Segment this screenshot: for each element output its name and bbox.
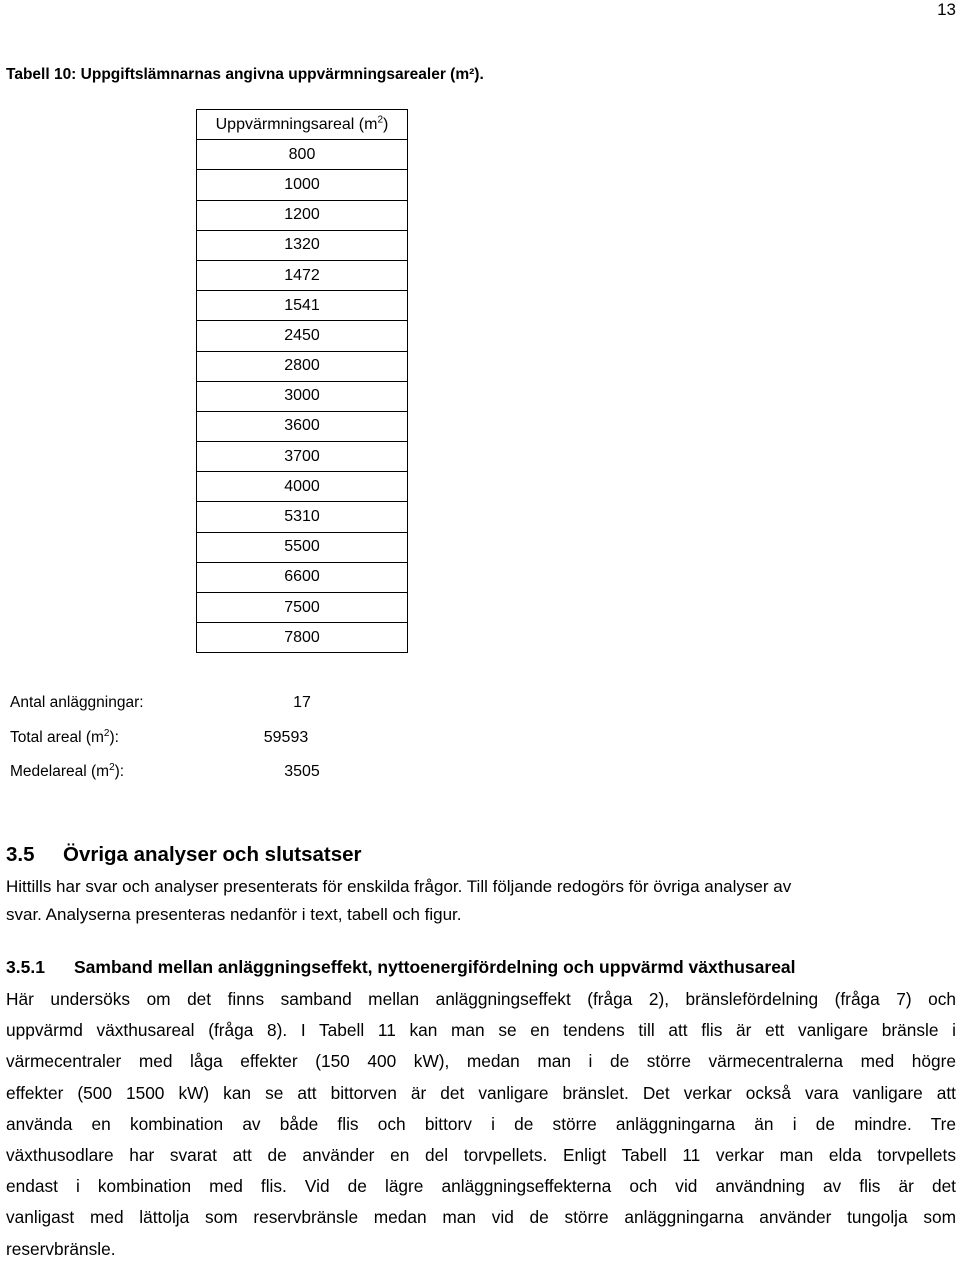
table-cell: 1541 (197, 291, 408, 321)
total-area-sup: 2 (103, 727, 110, 739)
subsection-line: Här undersöks om det finns samband mellan anläggningseffekt (fråga 2), bränslefördelning (fråga 7) och (6, 989, 956, 1009)
subsection-line: använda en kombination av både flis och bittorv i de större anläggningarna än i de mindre. Tre (6, 1113, 956, 1134)
table-cell: 4000 (197, 472, 408, 502)
heating-area-table (196, 109, 408, 653)
table-row (197, 230, 408, 260)
table-row (197, 562, 408, 592)
table-row (197, 472, 408, 502)
table-row (197, 200, 408, 230)
table-cell: 5500 (197, 532, 408, 562)
table-cell: 3000 (197, 381, 408, 411)
mean-area-label-text: Medelareal (m (10, 763, 110, 780)
table-header-row (197, 110, 408, 140)
table-row (197, 351, 408, 381)
table-cell: 2800 (197, 351, 408, 381)
table-row (197, 140, 408, 170)
table-row (197, 260, 408, 290)
subsection-line: endast i kombination med flis. Vid de lägre anläggningseffekterna och vid användning av flis är det (6, 1176, 956, 1197)
count-label: Antal anläggningar: (10, 694, 144, 711)
subsection-line: reservbränsle. (6, 1238, 116, 1259)
section-number: 3.5 (6, 843, 35, 866)
total-area-label-close: ): (109, 729, 119, 746)
table-cell: 6600 (197, 562, 408, 592)
table-row (197, 502, 408, 532)
table-row (197, 291, 408, 321)
table-header-cell (197, 110, 408, 140)
subsection-line: effekter (500 1500 kW) kan se att bittorven är det vanligare bränslet. Det verkar också vara vanligare att (6, 1082, 956, 1103)
header-text: Uppvärmningsareal (m (215, 115, 378, 133)
table-cell: 7800 (197, 623, 408, 653)
table-row (197, 442, 408, 472)
table-cell: 800 (197, 140, 408, 170)
table-row (197, 411, 408, 441)
mean-area-sup: 2 (109, 761, 115, 773)
mean-area-value: 3505 (284, 763, 320, 780)
total-area-label-text: Total areal (m (10, 729, 104, 746)
table-row (197, 321, 408, 351)
subsection-line: vanligast med lättolja som reservbränsle medan man vid de större anläggningarna använder tungolja som (6, 1207, 956, 1228)
subsection-line: växthusodlare har svarat att de använder en del torvpellets. Enligt Tabell 11 verkar man elda torvpellets (6, 1144, 956, 1165)
mean-area-label-close: ): (114, 763, 125, 780)
section-heading (6, 843, 362, 867)
subsection-title: Samband mellan anläggningseffekt, nyttoenergifördelning och uppvärmd växthusareal (74, 957, 796, 977)
total-area-label (10, 729, 119, 747)
section-line: svar. Analyserna presenteras nedanför i text, tabell och figur. (6, 904, 462, 924)
count-value: 17 (293, 694, 311, 711)
table-cell: 2450 (197, 321, 408, 351)
table-cell: 1472 (197, 260, 408, 290)
header-close: ) (383, 115, 389, 133)
table-row (197, 532, 408, 562)
table-row (197, 593, 408, 623)
subsection-heading (6, 957, 796, 978)
table-cell: 1200 (197, 200, 408, 230)
mean-area-label (10, 763, 124, 781)
table-row (197, 381, 408, 411)
subsection-line: uppvärmd växthusareal (fråga 8). I Tabell 11 kan man se en tendens till att flis är ett vanligare bränsle i (6, 1020, 956, 1041)
table-row (197, 170, 408, 200)
section-title: Övriga analyser och slutsatser (63, 843, 362, 866)
table-cell: 7500 (197, 593, 408, 623)
table-cell: 3600 (197, 411, 408, 441)
header-sup: 2 (377, 114, 384, 126)
total-area-value: 59593 (263, 729, 309, 746)
subsection-paragraph (6, 984, 956, 1265)
section-line: Hittills har svar och analyser presenterats för enskilda frågor. Till följande redogörs för övriga analyser av (6, 877, 792, 896)
table-row (197, 623, 408, 653)
subsection-line: värmecentraler med låga effekter (150 400 kW), medan man i de större värmecentralerna med högre (6, 1051, 956, 1072)
subsection-number: 3.5.1 (6, 957, 45, 977)
table-cell: 5310 (197, 502, 408, 532)
table-cell: 1320 (197, 230, 408, 260)
table-cell: 3700 (197, 442, 408, 472)
section-paragraph (6, 873, 956, 928)
page-number: 13 (937, 0, 956, 19)
table-caption: Tabell 10: Uppgiftslämnarnas angivna uppvärmningsarealer (m²). (6, 66, 484, 83)
table-cell: 1000 (197, 170, 408, 200)
